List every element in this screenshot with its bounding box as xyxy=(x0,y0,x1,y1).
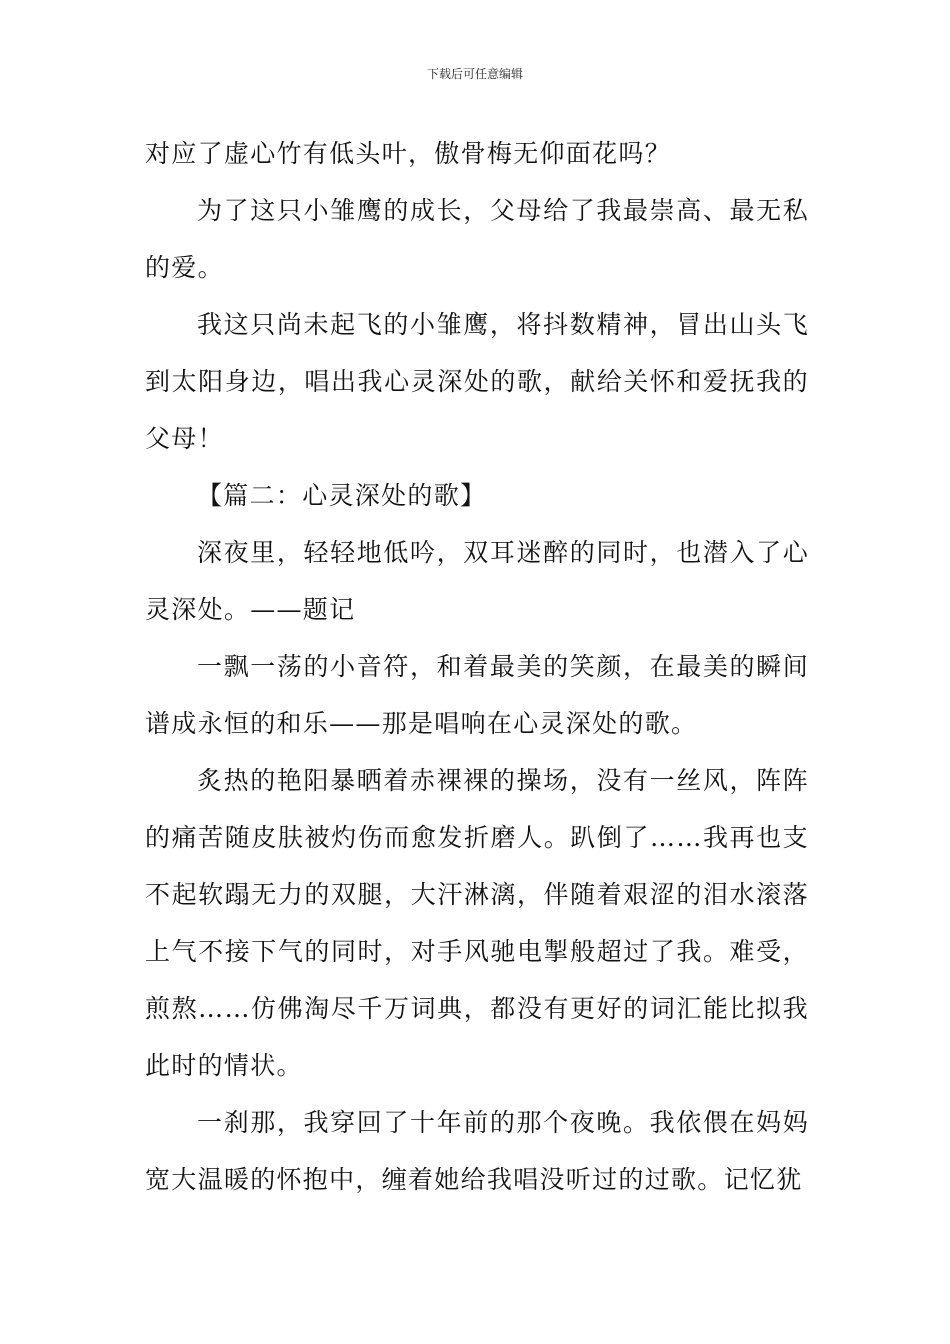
section-title: 【篇二：心灵深处的歌】 xyxy=(197,481,487,510)
paragraph: 炙热的艳阳暴晒着赤裸裸的操场，没有一丝风，阵阵的痛苦随皮肤被灼伤而愈发折磨人。趴倒了……我再也支不起软蹋无力的双腿，大汗淋漓，伴随着艰涩的泪水滚落上气不接下气的同时，对手风驰电掣般超过了我。难受，煎熬……仿佛淘尽千万词典，都没有更好的词汇能比拟我此时的情状。 xyxy=(145,766,809,1080)
paragraph: 深夜里，轻轻地低吟，双耳迷醉的同时，也潜入了心灵深处。——题记 xyxy=(145,538,809,624)
paragraph: 为了这只小雏鹰的成长，父母给了我最崇高、最无私的爱。 xyxy=(145,196,809,282)
paragraph: 一刹那，我穿回了十年前的那个夜晚。我依偎在妈妈宽大温暖的怀抱中，缠着她给我唱没听过的过歌。记忆犹 xyxy=(145,1108,809,1194)
paragraph: 一飘一荡的小音符，和着最美的笑颜，在最美的瞬间谱成永恒的和乐——那是唱响在心灵深处的歌。 xyxy=(145,652,809,738)
paragraph: 我这只尚未起飞的小雏鹰，将抖数精神，冒出山头飞到太阳身边，唱出我心灵深处的歌，献给关怀和爱抚我的父母！ xyxy=(145,310,809,453)
page-header-note: 下载后可任意编辑 xyxy=(426,67,523,81)
document-body xyxy=(145,125,809,1208)
paragraph: 对应了虚心竹有低头叶，傲骨梅无仰面花吗？ xyxy=(145,139,672,168)
